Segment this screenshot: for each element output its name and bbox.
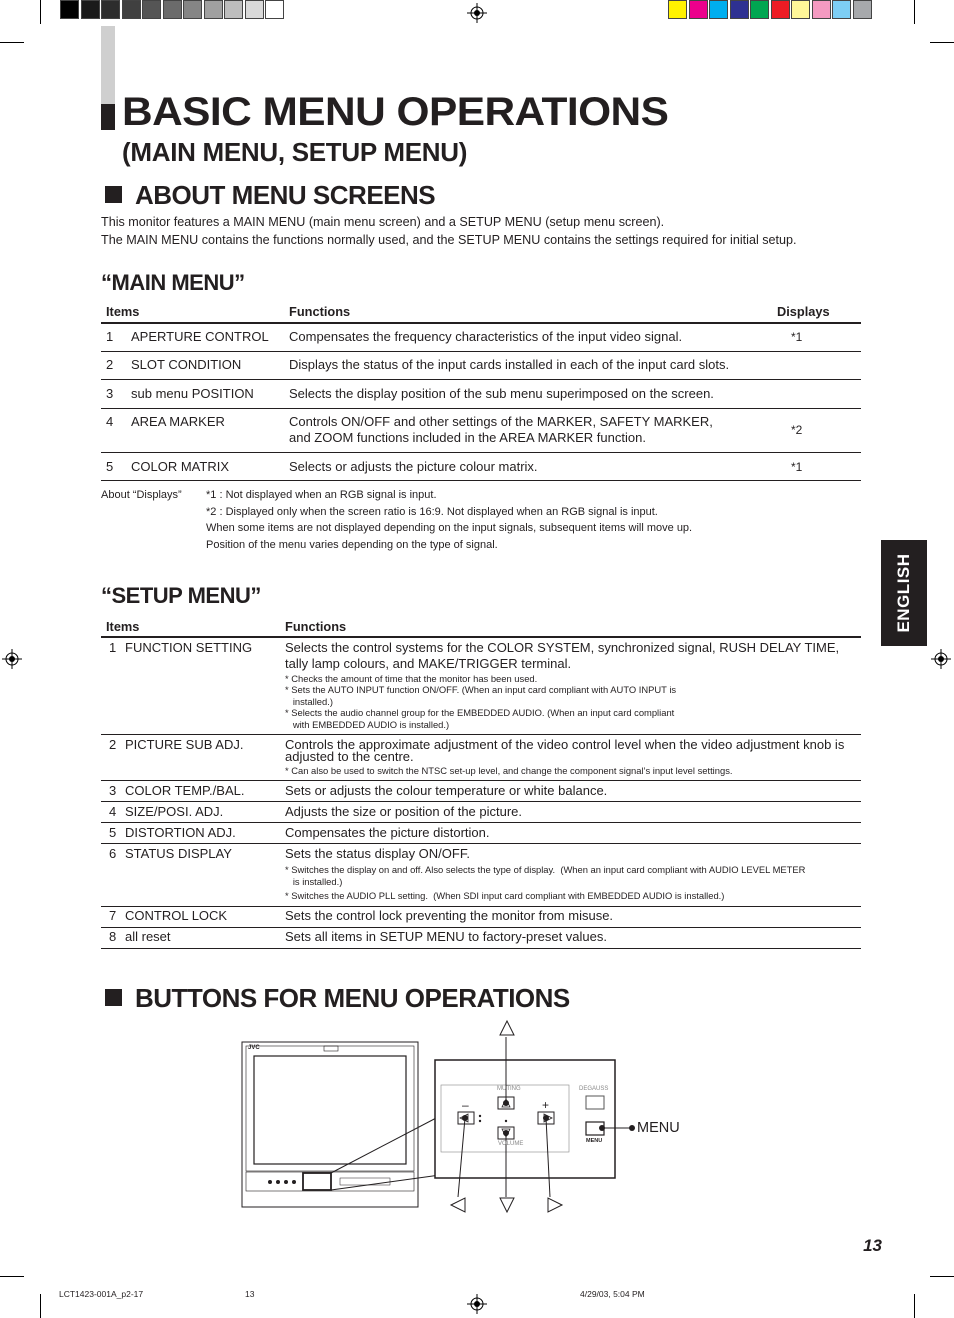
row-function: Selects the display position of the sub menu superimposed on the screen. xyxy=(289,386,714,401)
row-number: 2 xyxy=(109,737,117,752)
menu-small-label: MENU xyxy=(586,1138,603,1144)
crop-mark xyxy=(930,42,954,43)
registration-mark-icon xyxy=(2,649,22,669)
row-function-cont: tally lamp colours, and MAKE/TRIGGER terminal. xyxy=(285,656,572,671)
row-item: CONTROL LOCK xyxy=(125,908,228,923)
table-rule xyxy=(101,452,861,453)
color-swatch xyxy=(771,0,790,19)
row-function: Controls ON/OFF and other settings of the MARKER, SAFETY MARKER, xyxy=(289,414,713,429)
row-note: * Switches the AUDIO PLL setting. (When SDI input card compliant with EMBEDDED AUDIO is installed.) xyxy=(285,890,725,901)
row-item: SLOT CONDITION xyxy=(131,357,242,372)
footnote: When some items are not displayed depending on the input signals, subsequent items will move up. xyxy=(206,522,693,534)
intro-text: This monitor features a MAIN MENU (main menu screen) and a SETUP MENU (setup menu screen). xyxy=(101,215,665,229)
row-item: COLOR MATRIX xyxy=(131,459,229,474)
registration-mark-icon xyxy=(931,649,951,669)
section-bullet xyxy=(105,186,122,203)
table-rule xyxy=(101,408,861,409)
row-note: * Checks the amount of time that the monitor has been used. xyxy=(285,673,538,684)
section-heading-buttons: BUTTONS FOR MENU OPERATIONS xyxy=(135,983,570,1013)
row-note: with EMBEDDED AUDIO is installed.) xyxy=(285,719,450,730)
page-number: 13 xyxy=(863,1236,882,1255)
grey-swatch xyxy=(122,0,141,19)
left-arrow-icon xyxy=(449,1196,467,1214)
color-swatch xyxy=(791,0,810,19)
row-number: 8 xyxy=(109,929,117,944)
row-number: 6 xyxy=(109,846,117,861)
table-rule xyxy=(101,322,861,324)
row-display-note: *1 xyxy=(791,330,803,344)
registration-mark-icon xyxy=(467,3,487,23)
row-number: 1 xyxy=(106,329,114,344)
color-swatch xyxy=(750,0,769,19)
table-rule xyxy=(101,480,861,481)
row-function: Controls the approximate adjustment of the video control level when the video adjustment knob is xyxy=(285,737,845,752)
column-header-items: Items xyxy=(106,304,140,319)
grey-swatch xyxy=(60,0,79,19)
grey-swatch xyxy=(265,0,284,19)
intro-text: The MAIN MENU contains the functions normally used, and the SETUP MENU contains the settings required for initial setup. xyxy=(101,233,797,247)
setup-menu-table xyxy=(101,617,861,952)
menu-button-label: MENU xyxy=(637,1120,680,1136)
table-rule xyxy=(101,948,861,949)
column-header-displays: Displays xyxy=(777,304,830,319)
color-swatch xyxy=(832,0,851,19)
grey-swatch xyxy=(163,0,182,19)
color-swatch xyxy=(668,0,687,19)
row-note: * Sets the AUTO INPUT function ON/OFF. (When an input card compliant with AUTO INPUT is xyxy=(285,684,677,695)
volume-label: VOLUME xyxy=(498,1141,524,1147)
grey-swatch xyxy=(142,0,161,19)
footnote: *1 : Not displayed when an RGB signal is input. xyxy=(206,489,437,501)
row-function: Sets the status display ON/OFF. xyxy=(285,846,470,861)
column-header-items: Items xyxy=(106,619,140,634)
color-swatch xyxy=(853,0,872,19)
row-function: Selects or adjusts the picture colour matrix. xyxy=(289,459,538,474)
plus-label: + xyxy=(542,1098,550,1112)
row-function: Displays the status of the input cards installed in each of the input card slots. xyxy=(289,357,730,372)
grey-swatch xyxy=(101,0,120,19)
registration-mark-icon xyxy=(467,1294,487,1314)
grey-swatch xyxy=(224,0,243,19)
row-note: * Selects the audio channel group for the EMBEDDED AUDIO. (When an input card compliant xyxy=(285,707,675,718)
row-function: Sets or adjusts the colour temperature or white balance. xyxy=(285,783,608,798)
main-menu-table xyxy=(101,302,861,482)
crop-mark xyxy=(930,1276,954,1277)
footnote: Position of the menu varies depending on the type of signal. xyxy=(206,539,498,551)
table-rule xyxy=(101,379,861,380)
page-title: BASIC MENU OPERATIONS xyxy=(122,90,669,134)
footnote-label: About “Displays” xyxy=(101,489,182,501)
color-swatch xyxy=(812,0,831,19)
row-number: 4 xyxy=(109,804,117,819)
row-item: DISTORTION ADJ. xyxy=(125,825,236,840)
table-rule xyxy=(101,927,861,928)
title-marker xyxy=(101,104,115,130)
row-item: AREA MARKER xyxy=(131,414,225,429)
row-function: Adjusts the size or position of the picture. xyxy=(285,804,523,819)
setup-menu-heading: “SETUP MENU” xyxy=(101,583,261,608)
color-swatch xyxy=(709,0,728,19)
row-number: 4 xyxy=(106,414,114,429)
right-arrow-icon xyxy=(546,1196,564,1214)
table-rule xyxy=(101,843,861,844)
page-subtitle: (MAIN MENU, SETUP MENU) xyxy=(122,137,468,167)
row-number: 1 xyxy=(109,640,117,655)
row-function: Sets the control lock preventing the monitor from misuse. xyxy=(285,908,614,923)
row-item: all reset xyxy=(125,929,171,944)
row-item: sub menu POSITION xyxy=(131,386,254,401)
crop-mark xyxy=(40,0,41,24)
table-rule xyxy=(101,351,861,352)
section-heading-about: ABOUT MENU SCREENS xyxy=(135,180,436,210)
footer-timestamp: 4/29/03, 5:04 PM xyxy=(580,1289,645,1299)
row-number: 2 xyxy=(106,357,114,372)
crop-mark xyxy=(914,1294,915,1318)
muting-label: MUTING xyxy=(497,1086,521,1092)
minus-label: – xyxy=(462,1098,469,1112)
up-arrow-icon xyxy=(498,1019,516,1037)
row-note: * Can also be used to switch the NTSC set-up level, and change the component signal’s input level settings. xyxy=(285,765,733,776)
crop-mark xyxy=(914,0,915,24)
row-item: PICTURE SUB ADJ. xyxy=(125,737,244,752)
row-function: Compensates the frequency characteristics of the input video signal. xyxy=(289,329,683,344)
column-header-functions: Functions xyxy=(289,304,351,319)
footnote: *2 : Displayed only when the screen ratio is 16:9. Not displayed when an RGB signal is input. xyxy=(206,506,658,518)
title-accent-bar xyxy=(101,26,115,104)
table-rule xyxy=(101,636,861,638)
row-number: 5 xyxy=(106,459,114,474)
degauss-label: DEGAUSS xyxy=(579,1086,609,1092)
row-function: Sets all items in SETUP MENU to factory-preset values. xyxy=(285,929,607,944)
footer-filename: LCT1423-001A_p2-17 xyxy=(59,1289,144,1299)
row-number: 7 xyxy=(109,908,117,923)
grey-swatch xyxy=(245,0,264,19)
table-rule xyxy=(101,906,861,907)
crop-mark xyxy=(0,42,24,43)
row-note: is installed.) xyxy=(285,876,343,887)
brand-logo: JVC xyxy=(248,1045,260,1051)
row-display-note: *1 xyxy=(791,460,803,474)
table-rule xyxy=(101,801,861,802)
row-item: COLOR TEMP./BAL. xyxy=(125,783,245,798)
monitor-panel-diagram xyxy=(240,1015,660,1220)
color-swatch xyxy=(730,0,749,19)
crop-mark xyxy=(0,1276,24,1277)
row-function: Compensates the picture distortion. xyxy=(285,825,490,840)
row-number: 3 xyxy=(109,783,117,798)
grey-swatch xyxy=(204,0,223,19)
row-function: Selects the control systems for the COLOR SYSTEM, synchronized signal, RUSH DELAY TIME, xyxy=(285,640,840,655)
row-number: 3 xyxy=(106,386,114,401)
language-tab-label: ENGLISH xyxy=(894,553,913,633)
row-display-note: *2 xyxy=(791,423,803,437)
row-item: APERTURE CONTROL xyxy=(131,329,269,344)
row-function-cont: adjusted to the centre. xyxy=(285,749,414,764)
table-rule xyxy=(101,822,861,823)
row-number: 5 xyxy=(109,825,117,840)
down-arrow-icon xyxy=(498,1196,516,1214)
crop-mark xyxy=(40,1294,41,1318)
row-item: SIZE/POSI. ADJ. xyxy=(125,804,224,819)
table-rule xyxy=(101,734,861,735)
main-menu-heading: “MAIN MENU” xyxy=(101,270,245,295)
column-header-functions: Functions xyxy=(285,619,347,634)
language-tab xyxy=(881,540,927,646)
grey-swatch xyxy=(81,0,100,19)
row-note: * Switches the display on and off. Also selects the type of display. (When an input card compliant with AUDIO LEVEL METER xyxy=(285,864,806,875)
grey-swatch xyxy=(183,0,202,19)
footer-page: 13 xyxy=(245,1289,255,1299)
row-note: installed.) xyxy=(285,696,333,707)
row-item: STATUS DISPLAY xyxy=(125,846,232,861)
row-function-cont: and ZOOM functions included in the AREA MARKER function. xyxy=(289,430,646,445)
row-item: FUNCTION SETTING xyxy=(125,640,253,655)
color-swatch xyxy=(689,0,708,19)
table-rule xyxy=(101,780,861,781)
section-bullet xyxy=(105,989,122,1006)
